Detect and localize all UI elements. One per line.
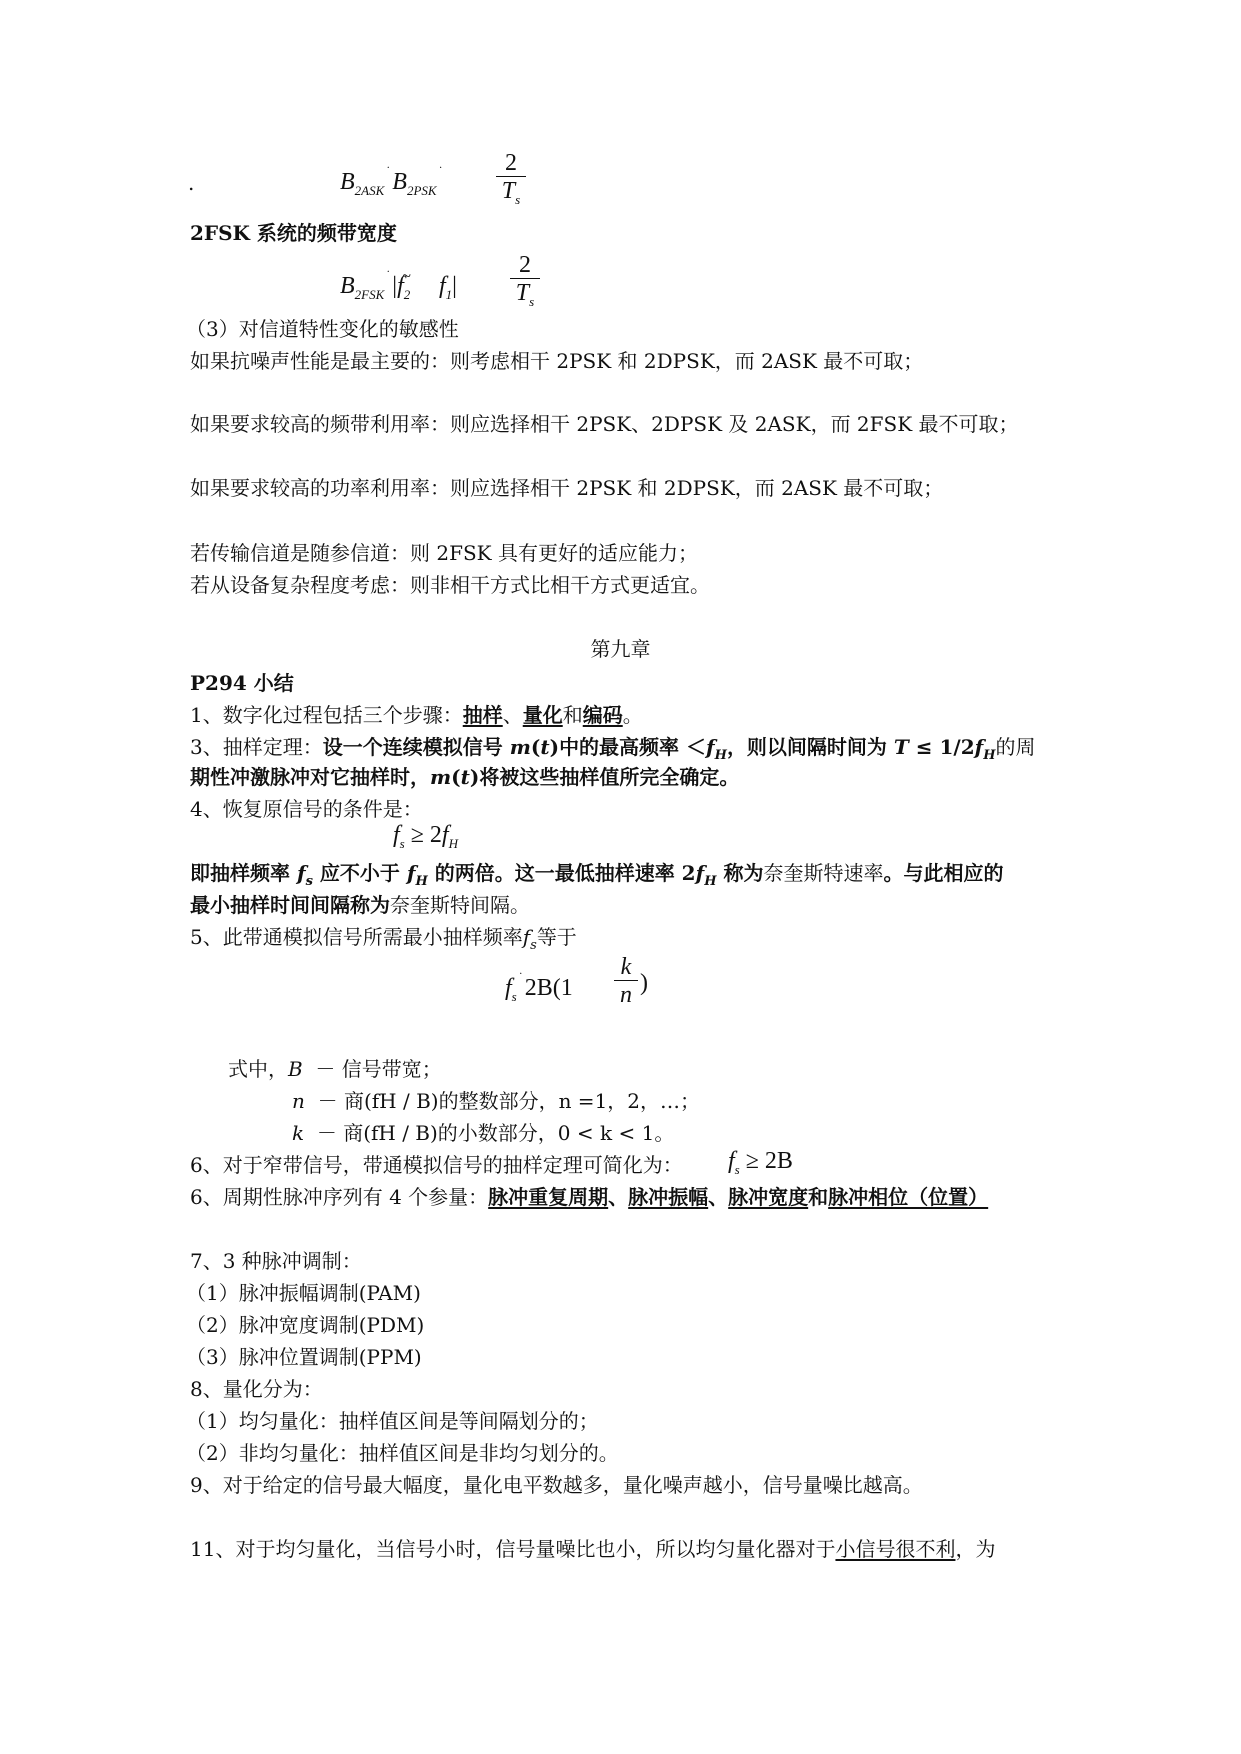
stray-dot: . [188, 171, 195, 195]
where-k: k － 商(fH / B)的小数部分，0 < k < 1。 [292, 1121, 675, 1145]
heading-2fsk-bandwidth: 2FSK 系统的频带宽度 [190, 221, 397, 245]
fraction-2-over-ts: 2 $T_s$ [496, 150, 526, 214]
item-11: 11、对于均匀量化，当信号小时，信号量噪比也小，所以均匀量化器对于小信号很不利，为 [190, 1537, 996, 1561]
equation-b2ask: $B_{2ASK}$ $B_{2PSK}$ [340, 169, 437, 198]
para-noise: 如果抗噪声性能是最主要的：则考虑相干 2PSK 和 2DPSK，而 2ASK 最不可取； [190, 349, 924, 373]
item-7-pdm: （2）脉冲宽度调制(PDM) [186, 1313, 425, 1337]
item-3-line2: 期性冲激脉冲对它抽样时，m(t)将被这些抽样值所完全确定。 [190, 765, 740, 789]
item-5: 5、此带通模拟信号所需最小抽样频率$f_s$等于 [190, 925, 577, 953]
para-complexity: 若从设备复杂程度考虑：则非相干方式比相干方式更适宜。 [190, 573, 710, 597]
equation-b2fsk: $B_{2FSK}$ $|f_2^\sim$ $f_1|$ [340, 268, 457, 302]
item-8-nonuniform: （2）非均匀量化：抽样值区间是非均匀划分的。 [186, 1441, 619, 1465]
equation-fs-ge-2b: $f_s \ge 2B$ [728, 1148, 793, 1177]
item-7: 7、3 种脉冲调制： [190, 1249, 362, 1273]
summary-heading: P294 小结 [190, 671, 294, 695]
item-4: 4、恢复原信号的条件是： [190, 797, 423, 821]
item-1: 1、数字化过程包括三个步骤：抽样、量化和编码。 [190, 703, 643, 727]
where-b: 式中，B － 信号带宽； [228, 1057, 442, 1081]
equation-bandpass-fs: $f_s$ 2B(1 [505, 975, 573, 1004]
item-8: 8、量化分为： [190, 1377, 323, 1401]
item-7-pam: （1）脉冲振幅调制(PAM) [186, 1281, 421, 1305]
nyquist-rate-line: 即抽样频率 $f_s$ 应不小于 $f_H$ 的两倍。这一最低抽样速率 $2f_H$ 称为奈奎斯特速率。与此相应的 [190, 861, 1004, 889]
chapter-title: 第九章 [590, 637, 651, 661]
para-random-channel: 若传输信道是随参信道：则 2FSK 具有更好的适应能力； [190, 541, 698, 565]
where-n: n － 商(fH / B)的整数部分，n =1，2，…； [292, 1089, 701, 1113]
item-6-narrowband: 6、对于窄带信号，带通模拟信号的抽样定理可简化为： [190, 1153, 683, 1177]
para-bandwidth-efficiency: 如果要求较高的频带利用率：则应选择相干 2PSK、2DPSK 及 2ASK，而 2FSK 最不可取； [190, 412, 1019, 436]
item-9: 9、对于给定的信号最大幅度，量化电平数越多，量化噪声越小，信号量噪比越高。 [190, 1473, 923, 1497]
item-3-sampling-theorem: 3、抽样定理：设一个连续模拟信号 m(t)中的最高频率 $<f_H$，则以间隔时间为 $T \le 1/2f_H$的周 [190, 735, 1036, 763]
fraction-k-over-n: k n [614, 954, 638, 1009]
item-sensitivity: （3）对信道特性变化的敏感性 [186, 317, 459, 341]
nyquist-interval-line: 最小抽样时间间隔称为奈奎斯特间隔。 [190, 893, 530, 917]
item-7-ppm: （3）脉冲位置调制(PPM) [186, 1345, 422, 1369]
fraction-2-over-ts-fsk: 2 $T_s$ [510, 252, 540, 316]
para-power-efficiency: 如果要求较高的功率利用率：则应选择相干 2PSK 和 2DPSK，而 2ASK 最不可取； [190, 476, 944, 500]
item-6-pulse-params: 6、周期性脉冲序列有 4 个参量：脉冲重复周期、脉冲振幅、脉冲宽度和脉冲相位（位置） [190, 1185, 989, 1209]
equation-fs-ge-2fh: $f_s \ge 2f_H$ [393, 822, 458, 851]
item-8-uniform: （1）均匀量化：抽样值区间是等间隔划分的； [186, 1409, 599, 1433]
equation-close-paren: ) [640, 970, 648, 996]
